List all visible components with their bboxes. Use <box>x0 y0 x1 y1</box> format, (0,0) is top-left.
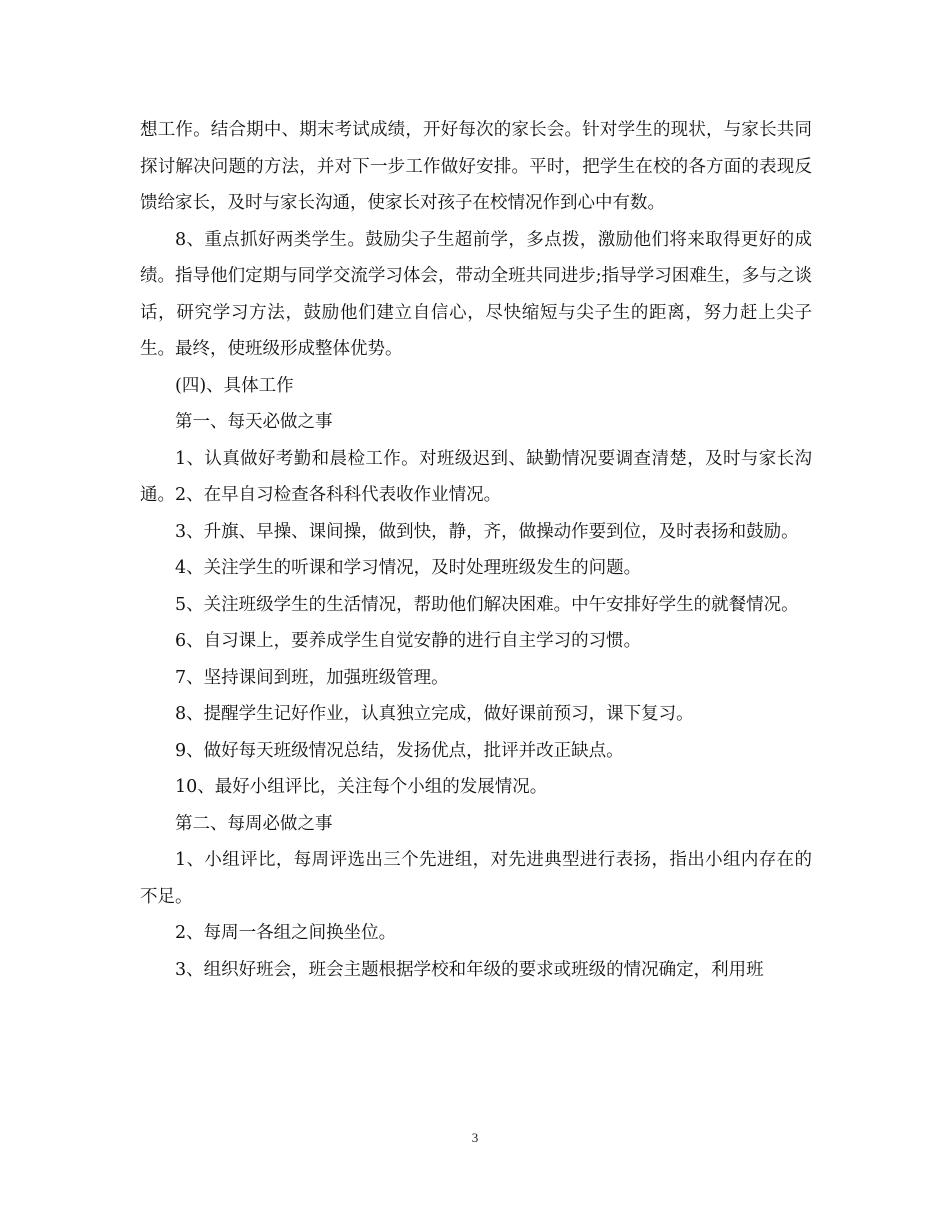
list-item: 3、升旗、早操、课间操，做到快，静，齐，做操动作要到位，及时表扬和鼓励。 <box>175 521 799 542</box>
subsection-heading: 第二、每周必做之事 <box>175 813 333 834</box>
paragraph: 想工作。结合期中、期末考试成绩，开好每次的家长会。针对学生的现状，与家长共同探讨解决问题的方法，并对下一步工作做好安排。平时，把学生在校的各方面的表现反馈给家长，及时与家长沟通，使家长对孩子在校情况作到心中有数。 <box>140 120 812 213</box>
list-item: 1、小组评比，每周评选出三个先进组，对先进典型进行表扬，指出小组内存在的不足。 <box>140 850 812 907</box>
paragraph: 8、重点抓好两类学生。鼓励尖子生超前学，多点拨，激励他们将来取得更好的成绩。指导他们定期与同学交流学习体会，带动全班共同进步;指导学习困难生，多与之谈话，研究学习方法，鼓励他们建立自信心，尽快缩短与尖子生的距离，努力赶上尖子生。最终，使班级形成整体优势。 <box>140 229 812 359</box>
page-number: 3 <box>471 1130 479 1145</box>
section-heading: (四)、具体工作 <box>175 375 294 396</box>
list-item: 7、坚持课间到班，加强班级管理。 <box>175 667 449 688</box>
list-item: 1、认真做好考勤和晨检工作。对班级迟到、缺勤情况要调查清楚，及时与家长沟通。2、在早自习检查各科科代表收作业情况。 <box>140 448 812 505</box>
list-item: 9、做好每天班级情况总结，发扬优点，批评并改正缺点。 <box>175 740 624 761</box>
list-item: 8、提醒学生记好作业，认真独立完成，做好课前预习，课下复习。 <box>175 704 694 724</box>
document-body <box>140 112 812 988</box>
subsection-heading: 第一、每天必做之事 <box>175 412 333 432</box>
list-item: 5、关注班级学生的生活情况，帮助他们解决困难。中午安排好学生的就餐情况。 <box>175 594 799 615</box>
list-item: 4、关注学生的听课和学习情况，及时处理班级发生的问题。 <box>175 558 642 578</box>
list-item: 3、组织好班会，班会主题根据学校和年级的要求或班级的情况确定，利用班 <box>175 959 764 980</box>
list-item: 2、每周一各组之间换坐位。 <box>175 923 397 943</box>
list-item: 6、自习课上，要养成学生自觉安静的进行自主学习的习惯。 <box>175 631 642 651</box>
list-item: 10、最好小组评比，关注每个小组的发展情况。 <box>175 777 548 797</box>
